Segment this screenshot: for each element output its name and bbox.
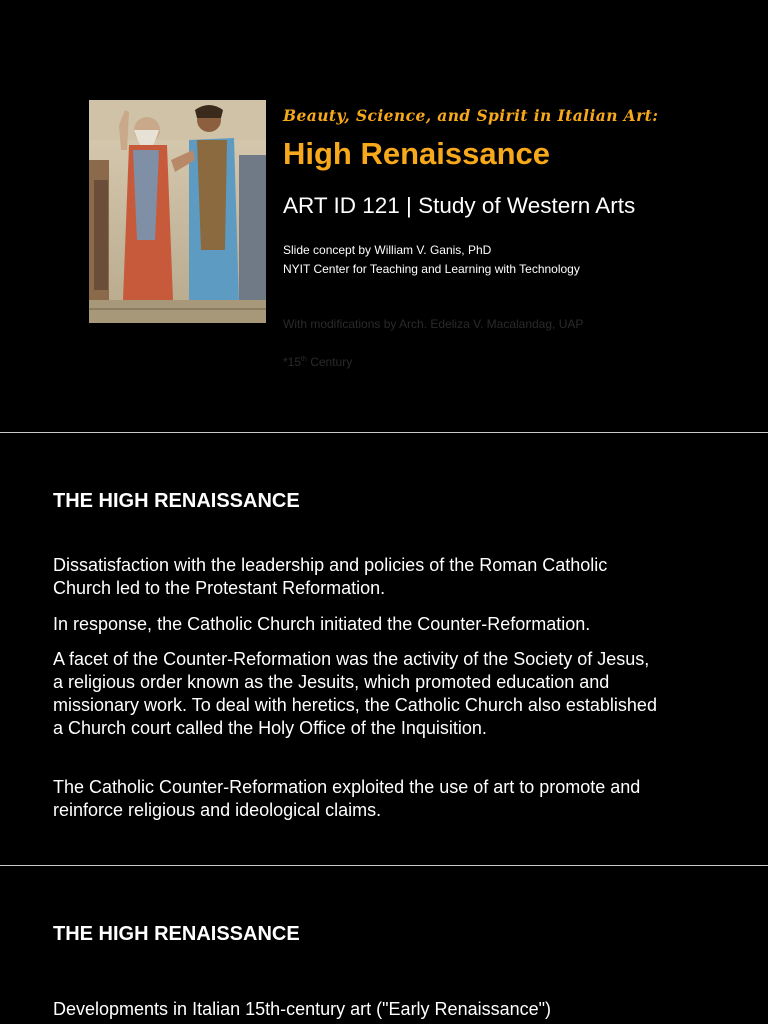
century-suffix: Century — [306, 355, 353, 369]
paragraph: In response, the Catholic Church initiated the Counter-Reformation. — [53, 614, 591, 634]
content-slide-3 — [0, 866, 768, 1024]
credit-author: Slide concept by William V. Ganis, PhD — [283, 243, 492, 257]
presentation-title: High Renaissance — [283, 136, 551, 171]
slide-heading: THE HIGH RENAISSANCE — [53, 490, 300, 512]
century-ordinal: th — [301, 356, 307, 363]
credit-institution: NYIT Center for Teaching and Learning with Technology — [283, 262, 580, 276]
paragraph: A facet of the Counter-Reformation was the activity of the Society of Jesus, a religious order known as the Jesuits, which promoted education and missionary work. To deal with heretics, the Catholic Church also established a Church court called the Holy Office of the Inquisition. — [53, 649, 657, 738]
school-of-athens-painting — [89, 100, 266, 323]
content-slide-2 — [0, 433, 768, 865]
course-title: ART ID 121 | Study of Western Arts — [283, 193, 636, 218]
tagline: Beauty, Science, and Spirit in Italian Art: — [283, 106, 659, 125]
paragraph: The Catholic Counter-Reformation exploited the use of art to promote and reinforce religious and ideological claims. — [53, 777, 641, 820]
century-note — [283, 355, 352, 369]
title-slide — [0, 0, 768, 432]
modifications-note: With modifications by Arch. Edeliza V. Macalandag, UAP — [283, 317, 584, 331]
slide-heading: THE HIGH RENAISSANCE — [53, 923, 300, 945]
paragraph: Dissatisfaction with the leadership and policies of the Roman Catholic Church led to the Protestant Reformation. — [53, 555, 608, 598]
century-prefix: *15 — [283, 355, 302, 369]
paragraph: Developments in Italian 15th-century art ("Early Renaissance") — [53, 999, 552, 1019]
